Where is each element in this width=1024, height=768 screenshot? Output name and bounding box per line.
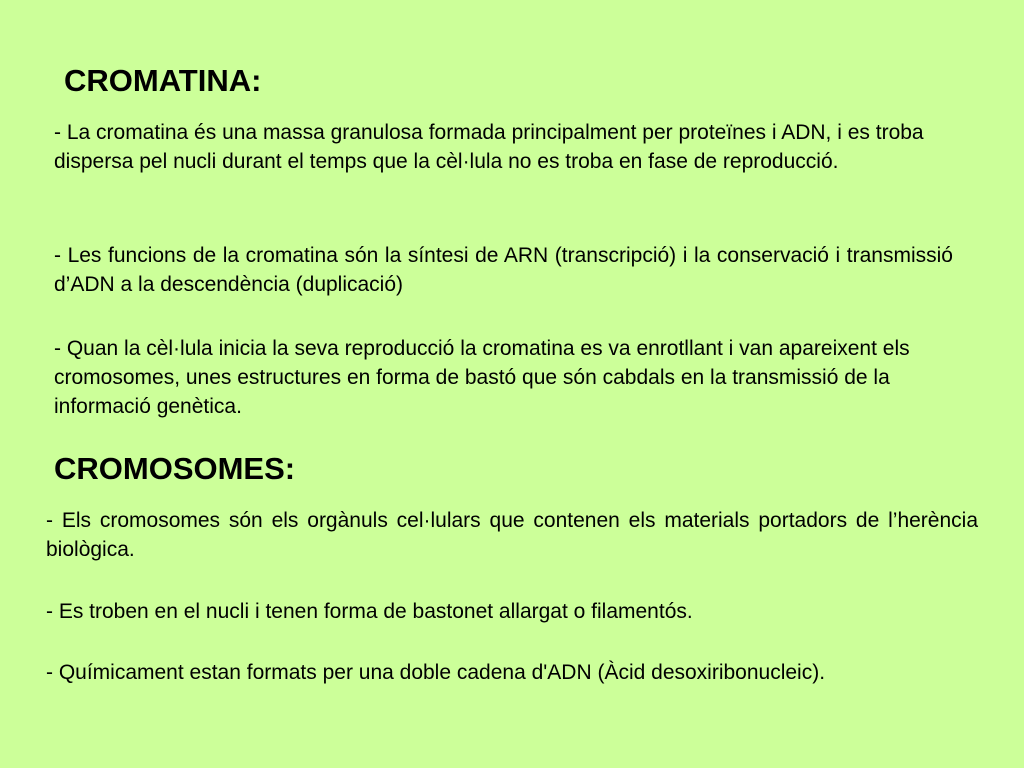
cromosomes-heading: CROMOSOMES: bbox=[54, 451, 296, 486]
cromosomes-paragraph-composition: - Químicament estan formats per una doble cadena d'ADN (Àcid desoxiribonucleic). bbox=[46, 661, 826, 684]
cromatina-paragraph-functions: - Les funcions de la cromatina són la síntesi de ARN (transcripció) i la conservació i transmissió d’ADN a la descendència (duplicació) bbox=[54, 244, 953, 296]
cromatina-heading: CROMATINA: bbox=[64, 63, 262, 98]
cromosomes-paragraph-definition: - Els cromosomes són els orgànuls cel·lulars que contenen els materials portadors de l’herència biològica. bbox=[46, 509, 978, 561]
cromatina-paragraph-definition: - La cromatina és una massa granulosa formada principalment per proteïnes i ADN, i es troba dispersa pel nucli durant el temps que la cèl·lula no es troba en fase de reproducció. bbox=[54, 121, 924, 173]
cromatina-paragraph-reproduction: - Quan la cèl·lula inicia la seva reproducció la cromatina es va enrotllant i van apareixent els cromosomes, unes estructures en forma de bastó que són cabdals en la transmissió de la informació genètica. bbox=[54, 337, 910, 418]
cromosomes-paragraph-location: - Es troben en el nucli i tenen forma de bastonet allargat o filamentós. bbox=[46, 600, 693, 623]
